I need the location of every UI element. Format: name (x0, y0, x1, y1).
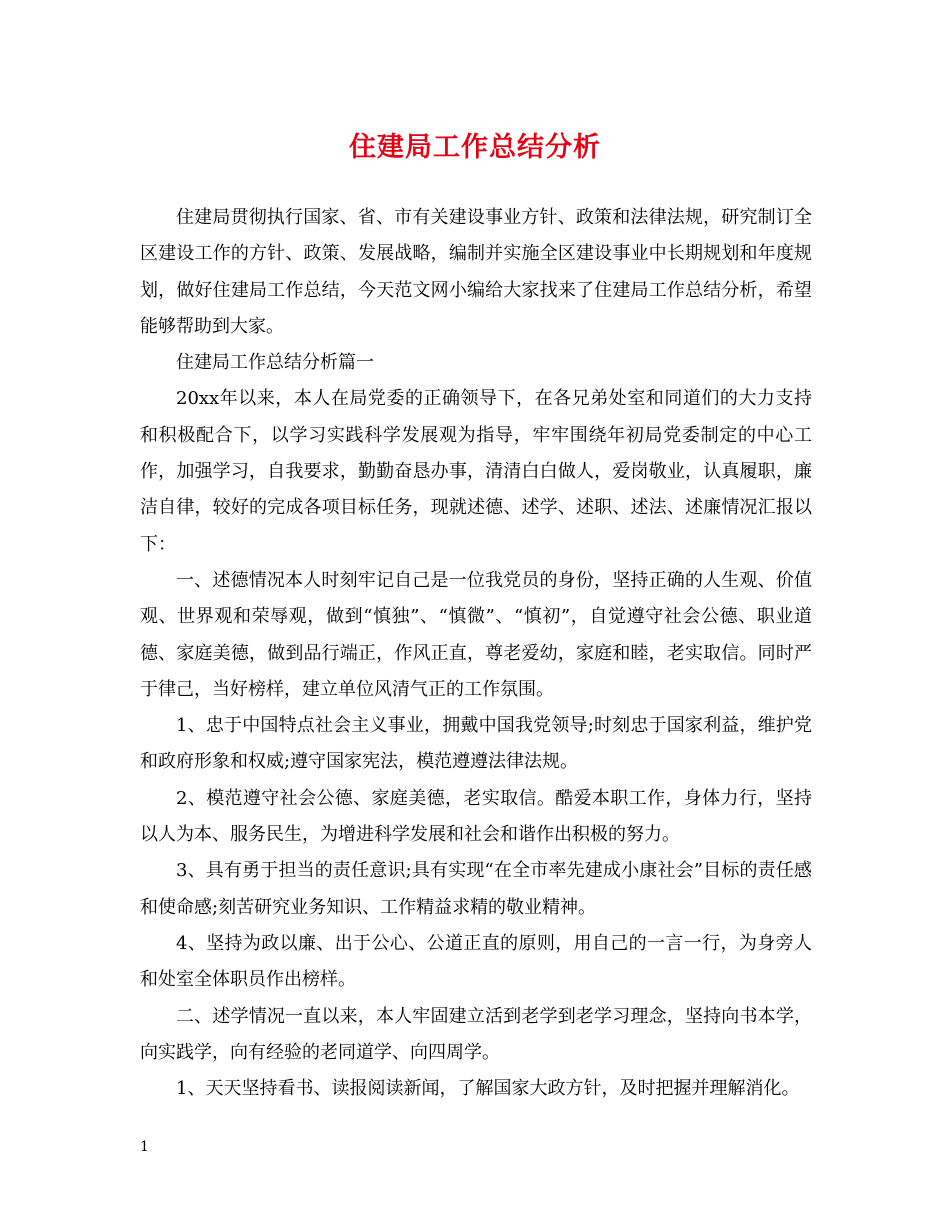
paragraph-virtue-item-3: 3、具有勇于担当的责任意识;具有实现“在全市率先建成小康社会”目标的责任感和使命感;刻苦研究业务知识、工作精益求精的敬业精神。 (140, 860, 812, 918)
document-body (140, 200, 812, 1107)
paragraph-study-item-1: 1、天天坚持看书、读报阅读新闻，了解国家大政方针，及时把握并理解消化。 (176, 1078, 800, 1100)
paragraph-virtue-item-1: 1、忠于中国特点社会主义事业，拥戴中国我党领导;时刻忠于国家利益，维护党和政府形象和权威;遵守国家宪法，模范遵遵法律法规。 (140, 715, 812, 773)
paragraph-study: 二、述学情况一直以来，本人牢固建立活到老学到老学习理念，坚持向书本学，向实践学，向有经验的老同道学、向四周学。 (140, 1005, 812, 1063)
paragraph-virtue-item-4: 4、坚持为政以廉、出于公心、公道正直的原则，用自己的一言一行，为身旁人和处室全体职员作出榜样。 (140, 932, 812, 991)
document-title: 住建局工作总结分析 (349, 132, 601, 163)
paragraph-overview: 20xx年以来，本人在局党委的正确领导下，在各兄弟处室和同道们的大力支持和积极配合下，以学习实践科学发展观为指导，牢牢围绕年初局党委制定的中心工作，加强学习，自我要求，勤勤奋恳办事，清清白白做人，爱岗敬业，认真履职，廉洁自律，较好的完成各项目标任务，现就述德、述学、述职、述法、述廉情况汇报以下： (140, 388, 812, 555)
paragraph-virtue-item-2: 2、模范遵守社会公德、家庭美德，老实取信。酷爱本职工作，身体力行，坚持以人为本、服务民生，为增进科学发展和社会和谐作出积极的努力。 (140, 787, 812, 846)
paragraph-virtue: 一、述德情况本人时刻牢记自己是一位我党员的身份，坚持正确的人生观、价值观、世界观和荣辱观，做到“慎独”、“慎微”、“慎初”，自觉遵守社会公德、职业道德、家庭美德，做到品行端正，作风正直，尊老爱幼，家庭和睦，老实取信。同时严于律己，当好榜样，建立单位风清气正的工作氛围。 (140, 569, 812, 700)
paragraph-section-heading: 住建局工作总结分析篇一 (176, 352, 374, 374)
page-number: 1 (140, 1139, 149, 1155)
paragraph-intro: 住建局贯彻执行国家、省、市有关建设事业方针、政策和法律法规，研究制订全区建设工作的方针、政策、发展战略，编制并实施全区建设事业中长期规划和年度规划，做好住建局工作总结，今天范文网小编给大家找来了住建局工作总结分析，希望能够帮助到大家。 (140, 207, 812, 337)
